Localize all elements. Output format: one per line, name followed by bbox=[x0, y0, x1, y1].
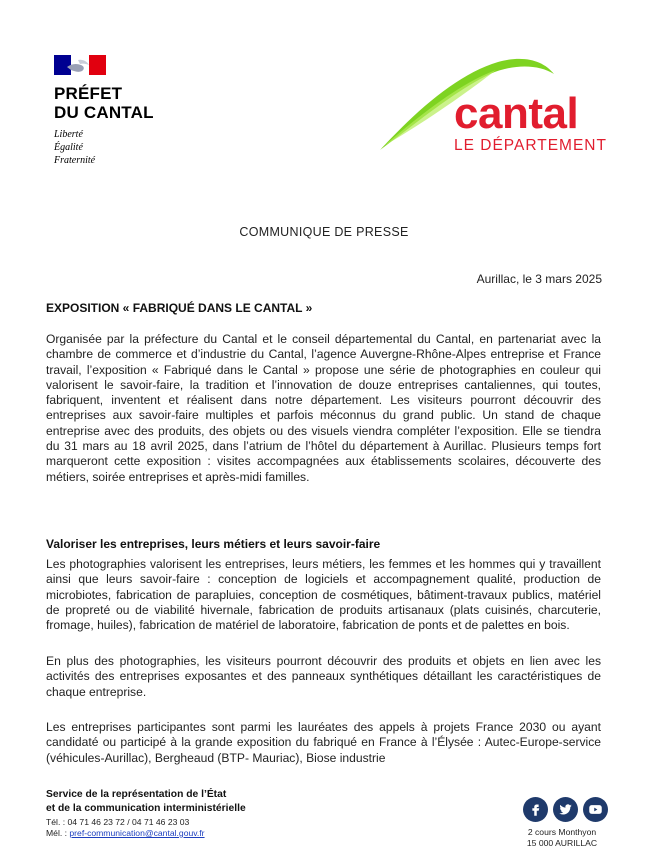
republic-motto bbox=[54, 128, 95, 167]
motto-egalite: Égalité bbox=[54, 142, 83, 153]
twitter-icon bbox=[558, 802, 573, 817]
mail-label: Mél. : bbox=[46, 828, 70, 838]
footer-phone: Tél. : 04 71 46 23 72 / 04 71 46 23 03 bbox=[46, 817, 190, 827]
dateline: Aurillac, le 3 mars 2025 bbox=[476, 272, 602, 286]
prefet-line2: DU CANTAL bbox=[54, 103, 154, 122]
paragraph-intro: Organisée par la préfecture du Cantal et le conseil départemental du Cantal, en partenariat avec la chambre de commerce et d’industrie du Cantal, l’agence Auvergne-Rhône-Alpes entreprise et France travail, l’exposition « Fabriqué dans le Cantal » propose une série de photographies en couleur qui valorisent le savoir-faire, la tradition et l’innovation de douze entreprises cantaliennes, qui toutes, fabriquent, inventent et réalisent dans notre département. Les visiteurs pourront découvrir des entreprises aux savoir-faire multiples et parfois méconnus du grand public. Un stand de chaque entreprise avec des produits, des objets ou des visuels viendra compléter l’exposition. Elle se tiendra du 31 mars au 18 avril 2025, dans l’atrium de l’hôtel du département à Aurillac. Plusieurs temps fort marqueront cette exposition : visites accompagnées aux établissements scolaires, découverte des métiers, soirée entreprises et après-midi familles. bbox=[46, 332, 601, 484]
marianne-logo bbox=[54, 55, 106, 75]
paragraph-produits: En plus des photographies, les visiteurs pourront découvrir des produits et objets en lien avec les activités des entreprises exposantes et des panneaux synthétiques détaillant les caractéristiques de chaque entreprise. bbox=[46, 654, 601, 699]
facebook-icon bbox=[528, 802, 543, 817]
footer-service-line1: Service de la représentation de l’État bbox=[46, 789, 227, 800]
email-link[interactable]: pref-communication@cantal.gouv.fr bbox=[69, 828, 205, 838]
prefet-title bbox=[54, 84, 154, 122]
paragraph-entreprises: Les entreprises participantes sont parmi les lauréates des appels à projets France 2030 ou ayant candidaté ou participé à la grande exposition du fabriqué en France à l’Élysée : Autec-Europe-service (véhicules-Aurillac), Bergheaud (BTP- Mauriac), Biose industrie bbox=[46, 720, 601, 765]
address-line1: 2 cours Monthyon bbox=[527, 827, 597, 837]
prefet-line1: PRÉFET bbox=[54, 84, 123, 103]
paragraph-photographies: Les photographies valorisent les entreprises, leurs métiers, les femmes et les hommes qui y travaillent ainsi que leurs savoir-faire : conception de logiciels et accompagnement qualité, production de microbiotes, fabrication de parapluies, conception de cosmétiques, bâtiment-travaux publics, matériel de propreté ou de viabilité hivernale, fabrication de produits artisanaux (plats cuisinés, charcuterie, fromage, huiles), fabrication de matériel de laboratoire, fabrication de ponts et de palettes en bois. bbox=[46, 557, 601, 633]
motto-fraternite: Fraternité bbox=[54, 155, 96, 166]
document-type: COMMUNIQUE DE PRESSE bbox=[239, 225, 409, 239]
cantal-logo-word: cantal bbox=[454, 89, 579, 138]
section-heading: Valoriser les entreprises, leurs métiers et leurs savoir-faire bbox=[46, 537, 381, 551]
address-line2: 15 000 AURILLAC bbox=[526, 838, 598, 848]
footer-mail bbox=[46, 828, 205, 839]
facebook-button[interactable] bbox=[523, 797, 548, 822]
document-title: EXPOSITION « FABRIQUÉ DANS LE CANTAL » bbox=[46, 301, 313, 315]
twitter-button[interactable] bbox=[553, 797, 578, 822]
cantal-logo-subtitle: LE DÉPARTEMENT bbox=[454, 137, 607, 154]
footer-service bbox=[46, 788, 246, 816]
youtube-icon bbox=[588, 802, 603, 817]
footer-service-line2: et de la communication interministérielle bbox=[46, 803, 246, 814]
footer-address bbox=[522, 827, 602, 849]
youtube-button[interactable] bbox=[583, 797, 608, 822]
motto-liberte: Liberté bbox=[54, 129, 83, 140]
